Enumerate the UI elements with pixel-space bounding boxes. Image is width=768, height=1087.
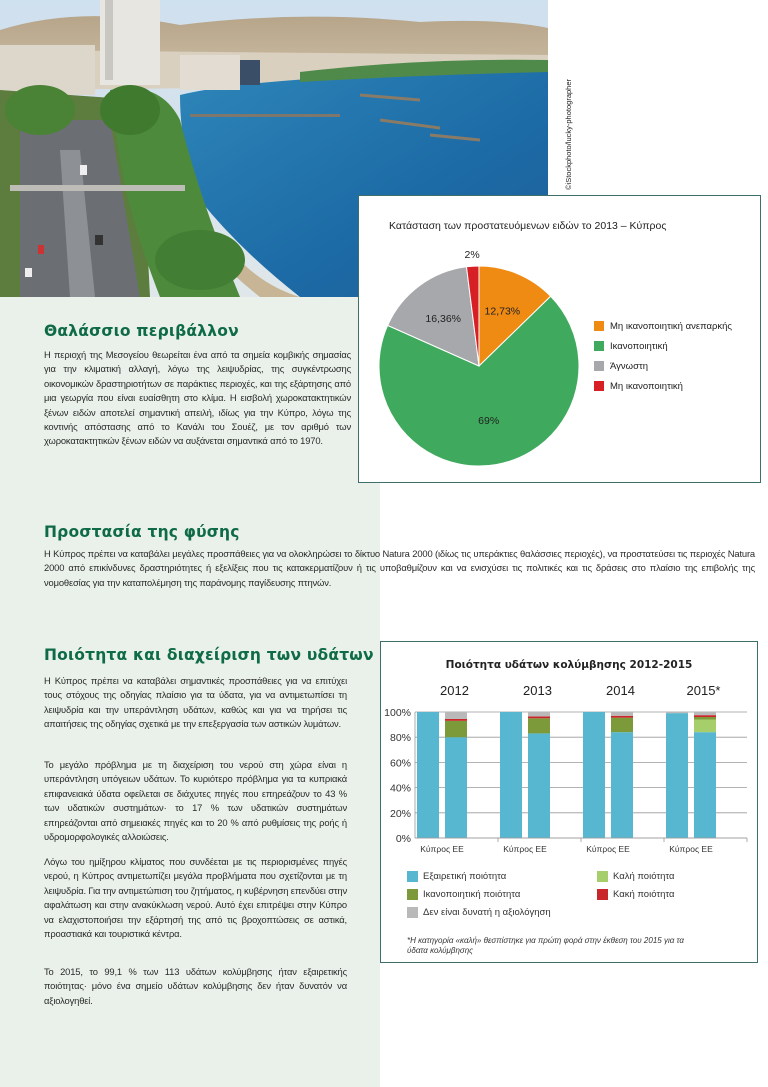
pie-data-label: 69% [478,415,500,428]
bar-legend-label: Κακή ποιότητα [613,889,675,900]
pie-legend-label: Μη ικανοποιητική ανεπαρκής [610,320,733,332]
y-tick-label: 60% [389,757,411,770]
bar-legend-label: Δεν είναι δυνατή η αξιολόγηση [423,907,551,918]
bar-segment [445,712,467,719]
category-label: Κύπρος ΕΕ [669,844,713,854]
pie-legend-label: Μη ικανοποιητική [610,380,683,392]
y-tick-label: 20% [389,807,411,820]
pie-chart-title: Κατάσταση των προστατευόμενων ειδών το 2013 – Κύπρος [389,220,667,232]
bar-chart-box [380,641,758,963]
bar-segment [417,712,439,838]
bar-segment [666,713,688,838]
bar-segment [694,732,716,838]
pie-legend-label: Ικανοποιητική [610,340,668,352]
photo-credit [552,55,573,190]
bar-segment [528,733,550,838]
bar-segment [666,712,688,713]
bar-chart-title: Ποιότητα υδάτων κολύμβησης 2012-2015 [445,659,693,671]
bar-chart [381,677,757,892]
bar-segment [694,720,716,733]
y-tick-label: 80% [389,732,411,745]
bar-legend-label: Ικανοποιητική ποιότητα [423,889,521,900]
y-tick-label: 40% [389,782,411,795]
legend-swatch-excellent [407,871,418,882]
group-label: 2014 [606,683,635,698]
bar-segment [694,712,716,715]
bar-legend-item [407,871,506,882]
bar-segment [445,721,467,737]
pie-legend-label: Άγνωστη [610,360,648,372]
paragraph-nature-protection: Η Κύπρος πρέπει να καταβάλει μεγάλες προσπάθειες για να ολοκληρώσει το δίκτυο Natura 2000 (ιδίως τις υπεράκτιες θαλάσσιες περιοχές), να προστατεύσει τις περιοχές Natura 2000 από επικίνδυνες δραστηριότητες ή εξελίξεις που τις κατακερματίζουν ή τις υποβαθμίζουν και να ενισχύσει τις πολιτικές και τις δράσεις στο πλαίσιο της επιβολής της νομοθεσίας για την καταπολέμηση της παράνομης παγίδευσης πτηνών. [44,548,755,588]
bar-segment [694,715,716,717]
legend-swatch-orange [594,321,604,331]
heading-water-quality: Ποιότητα και διαχείριση των υδάτων [44,646,374,664]
paragraph-marine-environment: Η περιοχή της Μεσογείου θεωρείται ένα από τα σημεία κομβικής σημασίας για την κλιματική αλλαγή, λόγω της λειψυδρίας, της συγκέντρωσης οικονομικών δραστηριοτήτων σε παράκτιες περιοχές, και της εξάρτησης από μια γεωργία που είναι ευαίσθητη στο κλίμα. Η εισβολή χωροκατακτητικών ξένων ειδών αποτελεί σημαντική απειλή, ιδίως για την Κύπρο, λόγω της κοντινής απόστασης από το Κανάλι του Σουέζ, με τον αριθμό των χωροκατακτητικών ξένων ειδών να αυξάνεται σημαντικά από το 1970. [44,349,351,447]
pie-data-label: 12,73% [484,305,521,318]
paragraph-water-2: Το μεγάλο πρόβλημα με τη διαχείριση του νερού στη χώρα είναι η υπεράντληση υπόγειων υδάτων. Το κυριότερο πρόβλημα για τα κυπριακά επιφανειακά ύδατα οφείλεται σε διάχυτες πηγές που επηρεάζουν το 43 % των υδατικών συστημάτων· το 17 % των υδατικών συστημάτων επηρεάζονται από σημειακές πηγές και το 20 % από ρυθμίσεις της ροής ή υδρομορφολογικές αλλοιώσεις. [44,759,347,843]
bar-segment [445,737,467,838]
y-tick-label: 100% [384,707,411,719]
group-label: 2015* [686,683,721,698]
legend-swatch-poor [597,889,608,900]
pie-legend-item [594,316,732,336]
pie-legend-item [594,336,732,356]
group-label: 2012 [440,683,469,698]
bar-segment [500,712,522,838]
bar-legend-item [597,871,675,882]
bar-segment [528,712,550,716]
bar-segment [528,716,550,718]
bar-segment [611,716,633,718]
bar-segment [611,732,633,838]
bar-segment [694,717,716,720]
legend-swatch-sufficient [407,889,418,900]
bar-segment [611,712,633,716]
legend-swatch-green [594,341,604,351]
category-label: Κύπρος ΕΕ [586,844,630,854]
category-label: Κύπρος ΕΕ [503,844,547,854]
photo-credit-text: ©iStockphoto/lucky-photographer [564,78,573,190]
bar-legend-item [407,907,551,918]
pie-chart-box [358,195,761,483]
y-tick-label: 0% [395,833,411,845]
bar-chart-footnote: *Η κατηγορία «καλή» θεσπίστηκε για πρώτη φορά στην έκθεση του 2015 για τα ύδατα κολύμβησης [407,936,684,955]
pie-data-label: 16,36% [425,312,462,325]
bar-legend-label: Εξαιρετική ποιότητα [423,871,507,882]
heading-nature-protection: Προστασία της φύσης [44,523,240,541]
legend-swatch-red [594,381,604,391]
bar-segment [583,712,605,838]
pie-data-label: 2% [464,249,480,262]
bar-legend-label: Καλή ποιότητα [613,871,675,882]
legend-swatch-not-assessed [407,907,418,918]
pie-legend-item [594,356,732,376]
category-label: Κύπρος ΕΕ [420,844,464,854]
bar-segment [611,718,633,732]
paragraph-water-1: Η Κύπρος πρέπει να καταβάλει σημαντικές προσπάθειες για να επιτύχει τους στόχους της οδηγίας πλαίσιο για τα ύδατα, για να αντιμετωπίσει τη λειψυδρία και την υπεράντληση υδάτων, καθώς και για να τηρήσει τις απαιτήσεις της οδηγίας σχετικά με την επεξεργασία των αστικών λυμάτων. [44,675,347,730]
pie-legend-item [594,376,732,396]
paragraph-water-4: Το 2015, το 99,1 % των 113 υδάτων κολύμβησης ήταν εξαιρετικής ποιότητας· μόνο ένα σημείο υδάτων κολύμβησης δεν ήταν δυνατόν να αξιολογηθεί. [44,966,347,1006]
pie-chart [369,248,599,478]
pie-legend [594,316,732,396]
heading-marine-environment: Θαλάσσιο περιβάλλον [44,322,239,340]
group-label: 2013 [523,683,552,698]
bar-legend-item [597,889,675,900]
bar-legend-item [407,889,520,900]
legend-swatch-good [597,871,608,882]
legend-swatch-gray [594,361,604,371]
bar-segment [528,718,550,733]
bar-segment [445,719,467,721]
paragraph-water-3: Λόγω του ημίξηρου κλίματος που συνδέεται με τις περιορισμένες πηγές νερού, η Κύπρος αντιμετωπίζει μεγάλα προβλήματα που σχετίζονται με τη λειψυδρία. Για την αντιμετώπιση του ζητήματος, η κυβέρνηση επενδύει στην αφαλάτωση και στην ανακύκλωση νερού. Αυτό έχει επιτρέψει στην Κύπρο να ελαχιστοποιήσει την εξάρτησή της από τις βροχοπτώσεις σε αστικά, προαστιακά και τουριστικά κέντρα. [44,856,347,940]
